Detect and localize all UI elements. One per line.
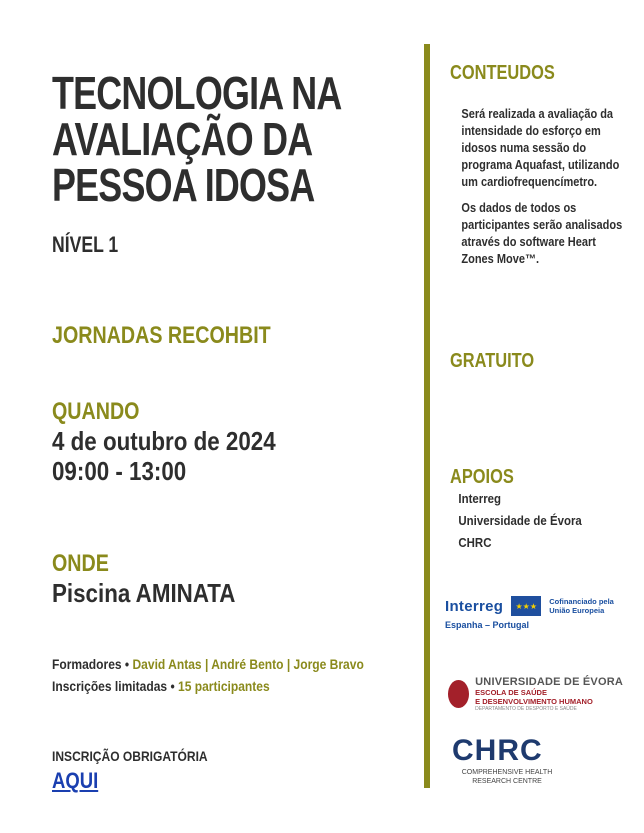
uevora-logo <box>448 676 623 716</box>
price-label: GRATUITO <box>450 350 535 372</box>
support-item: Interreg <box>458 491 502 506</box>
contents-paragraph-2: Os dados de todos os participantes serão analisados através do software Heart Zones Move™. <box>461 201 623 266</box>
signup-label: INSCRIÇÃO OBRIGATÓRIA <box>52 748 208 764</box>
contents-text <box>461 106 628 277</box>
uevora-school-2: E DESENVOLVIMENTO HUMANO <box>475 697 593 706</box>
event-place: Piscina AMINATA <box>52 578 236 608</box>
contents-paragraph-1: Será realizada a avaliação da intensidade do esforço em idosos numa sessão do programa Aquafast, utilizando um cardiofrequencímetro. <box>461 107 620 189</box>
support-list <box>458 488 581 554</box>
eu-flag-icon: ★★★ <box>511 596 541 616</box>
trainers-names: David Antas | André Bento | Jorge Bravo <box>132 656 364 672</box>
interreg-logo <box>445 596 620 636</box>
registrations-value: 15 participantes <box>178 678 270 694</box>
level-label: NÍVEL 1 <box>52 232 119 257</box>
chrc-logo <box>452 734 562 786</box>
event-time: 09:00 - 13:00 <box>52 456 187 486</box>
uevora-dept: DEPARTAMENTO DE DESPORTO E SAÚDE <box>475 706 577 712</box>
uevora-name: UNIVERSIDADE DE ÉVORA <box>475 676 623 688</box>
interreg-wordmark: Interreg <box>445 597 504 615</box>
title-line-1: TECNOLOGIA NA <box>52 67 342 119</box>
support-heading: APOIOS <box>450 466 514 488</box>
support-item: Universidade de Évora <box>458 513 582 528</box>
uevora-school-1: ESCOLA DE SAÚDE <box>475 688 547 697</box>
cofinanced-text: Cofinanciado pela União Europeia <box>549 597 614 615</box>
interreg-region: Espanha – Portugal <box>445 620 530 630</box>
where-label: ONDE <box>52 550 109 577</box>
chrc-sub-1: COMPREHENSIVE HEALTH <box>461 769 553 776</box>
support-item: CHRC <box>458 535 492 550</box>
registrations-line <box>52 678 270 694</box>
trainers-label: Formadores • <box>52 656 133 672</box>
when-label: QUANDO <box>52 398 140 425</box>
chrc-sub-2: RESEARCH CENTRE <box>472 778 542 785</box>
main-title <box>52 67 342 211</box>
chrc-wordmark: CHRC <box>452 734 543 767</box>
event-date: 4 de outubro de 2024 <box>52 426 276 456</box>
uevora-emblem-icon <box>448 680 469 708</box>
registrations-label: Inscrições limitadas • <box>52 678 179 694</box>
title-line-2: AVALIAÇÃO DA <box>52 113 313 165</box>
signup-link[interactable]: AQUI <box>52 768 99 793</box>
event-name: JORNADAS RECOHBIT <box>52 322 271 349</box>
column-divider <box>424 44 430 788</box>
title-line-3: PESSOA IDOSA <box>52 159 315 211</box>
trainers-line <box>52 656 364 672</box>
contents-heading: CONTEUDOS <box>450 62 555 84</box>
